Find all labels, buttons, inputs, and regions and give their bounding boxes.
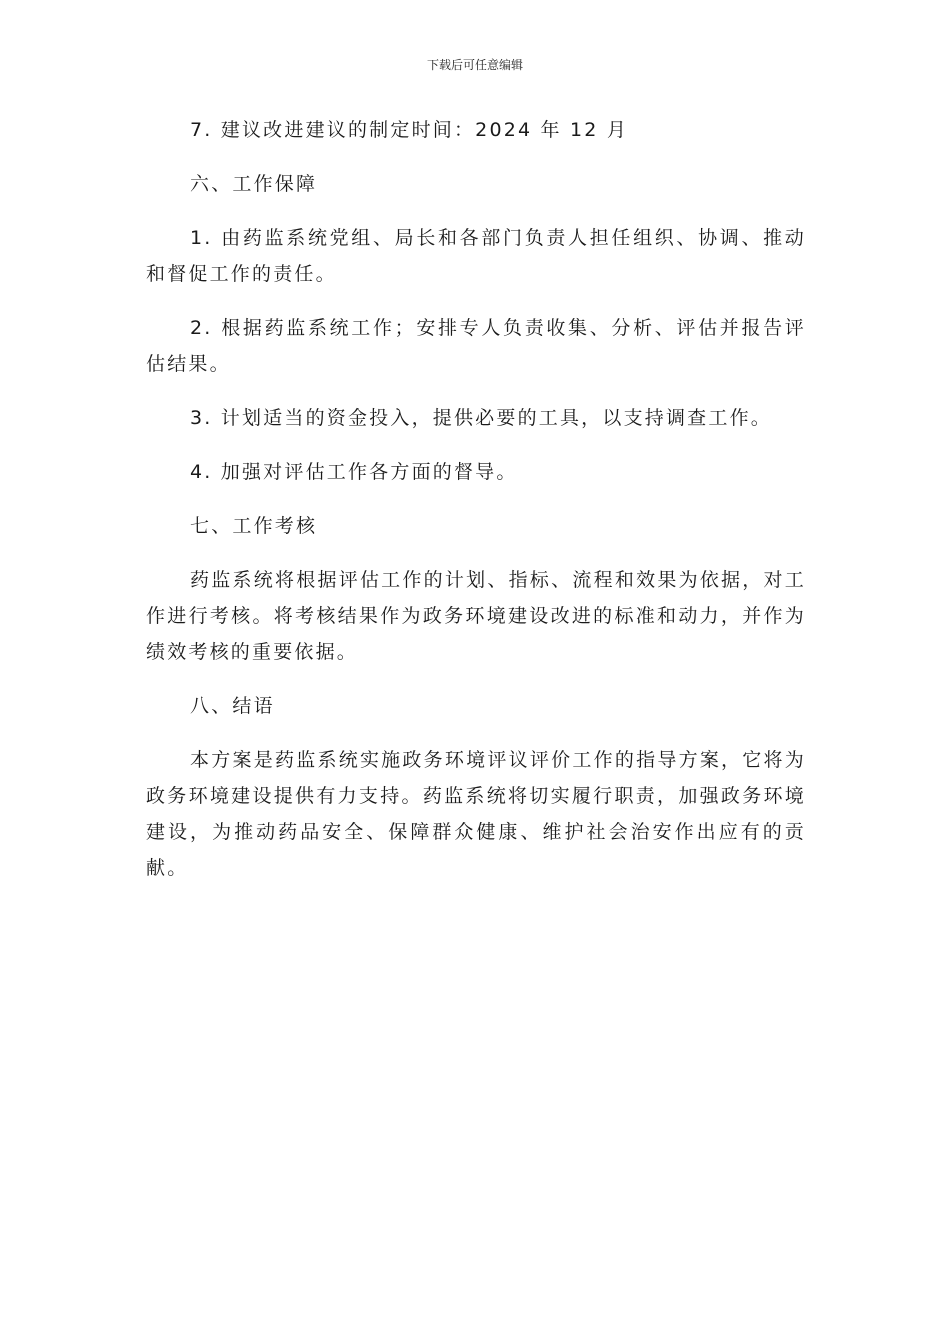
paragraph-guarantee-2: 2. 根据药监系统工作；安排专人负责收集、分析、评估并报告评估结果。: [146, 317, 806, 375]
paragraph-guarantee-1: 1. 由药监系统党组、局长和各部门负责人担任组织、协调、推动和督促工作的责任。: [146, 227, 806, 285]
section-heading-work-assessment: 七、工作考核: [190, 515, 318, 537]
page-header: 下载后可任意编辑: [426, 58, 523, 72]
section-heading-work-guarantee: 六、工作保障: [190, 173, 318, 195]
paragraph-assessment: 药监系统将根据评估工作的计划、指标、流程和效果为依据，对工作进行考核。将考核结果作为政务环境建设改进的标准和动力，并作为绩效考核的重要依据。: [146, 569, 806, 663]
paragraph-item-7-date: 7. 建议改进建议的制定时间：2024 年 12 月: [190, 119, 629, 141]
paragraph-guarantee-4: 4. 加强对评估工作各方面的督导。: [190, 461, 518, 483]
section-heading-conclusion: 八、结语: [190, 695, 275, 717]
paragraph-guarantee-3: 3. 计划适当的资金投入，提供必要的工具，以支持调查工作。: [190, 407, 772, 429]
document-body: [146, 112, 806, 904]
paragraph-conclusion: 本方案是药监系统实施政务环境评议评价工作的指导方案，它将为政务环境建设提供有力支持。药监系统将切实履行职责，加强政务环境建设，为推动药品安全、保障群众健康、维护社会治安作出应有的贡献。: [146, 749, 806, 879]
